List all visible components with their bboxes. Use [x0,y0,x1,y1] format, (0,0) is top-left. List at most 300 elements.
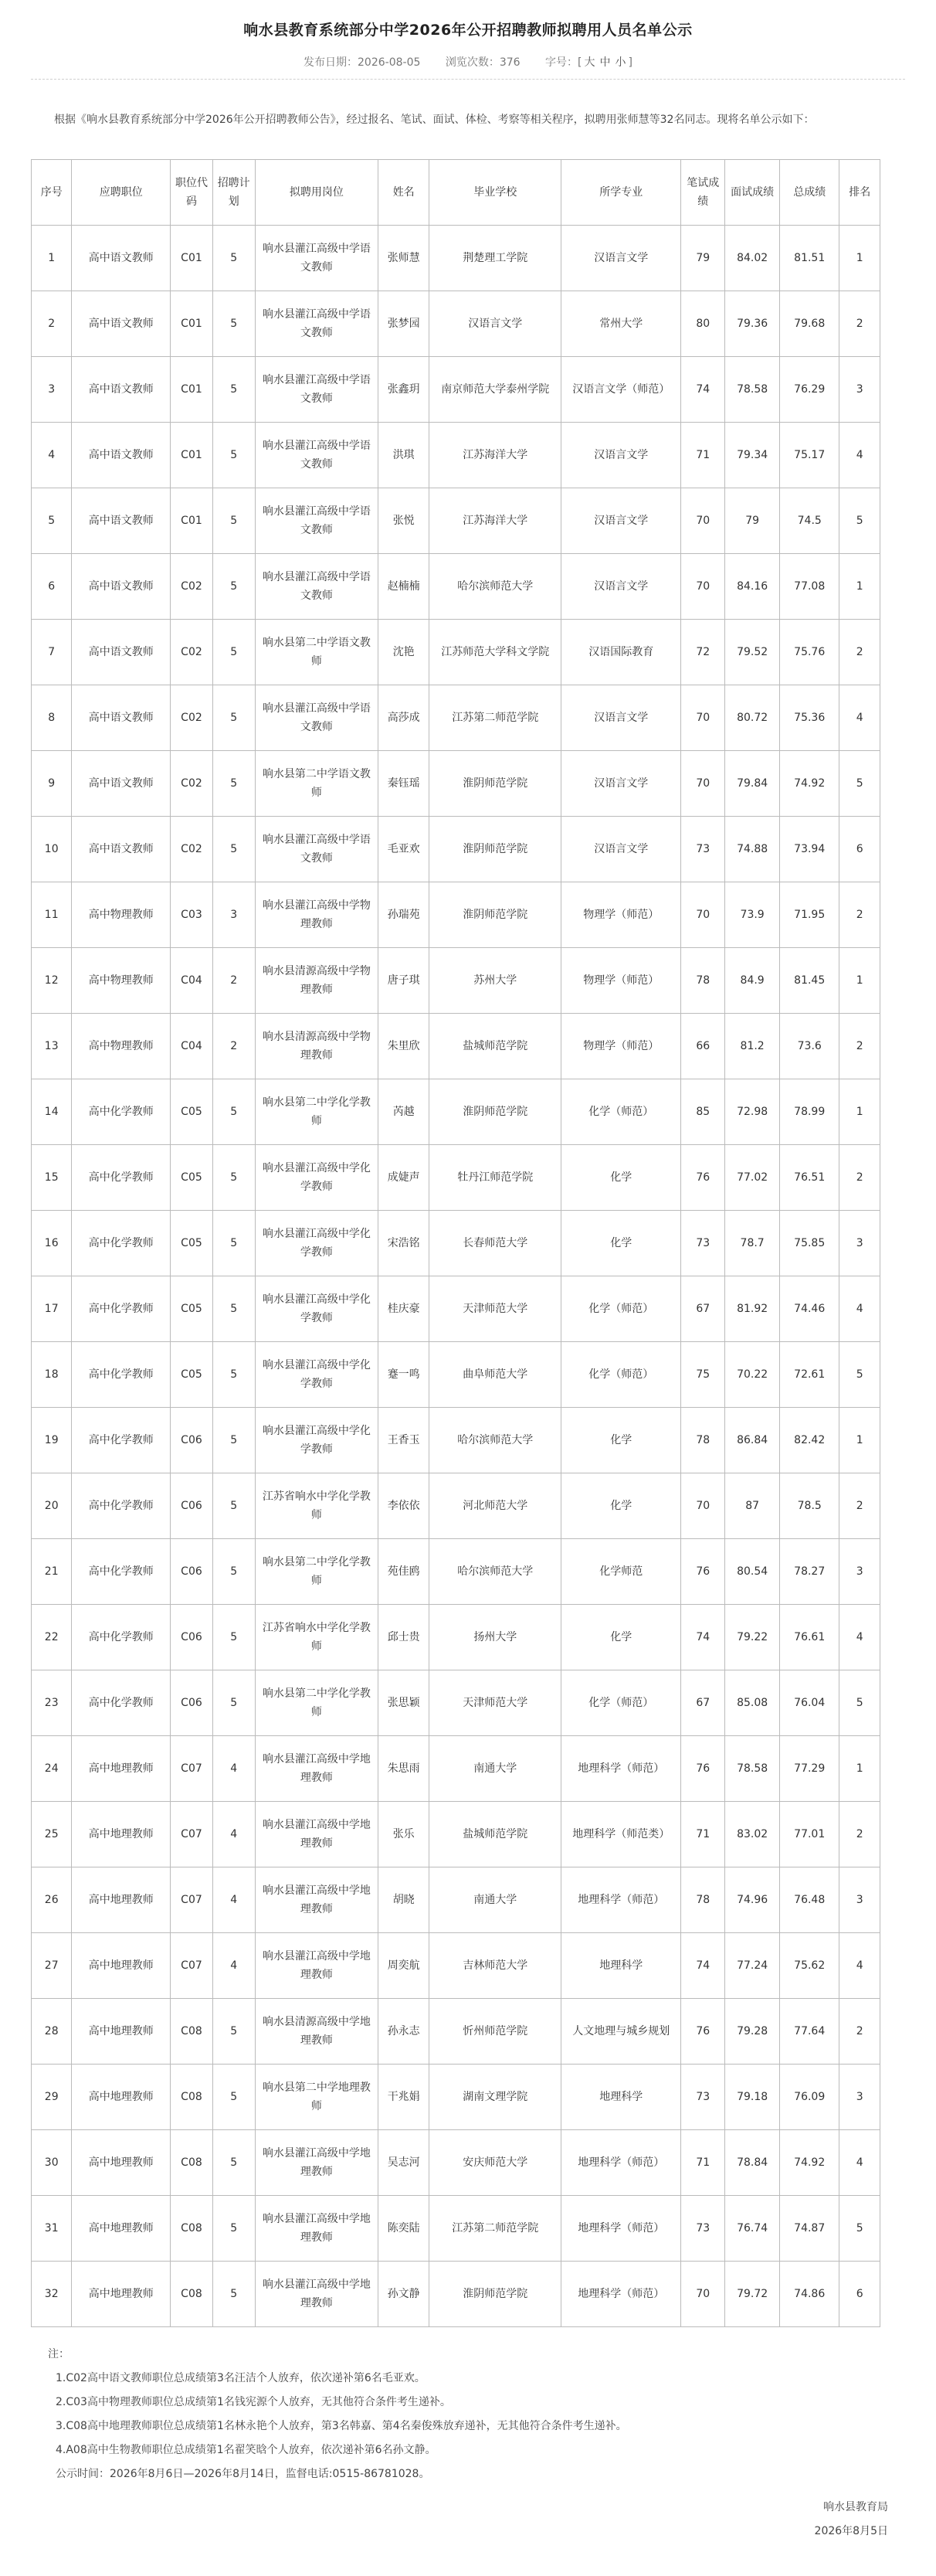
table-cell: 15 [32,1145,72,1211]
table-cell: 79.22 [725,1605,780,1670]
table-cell: 响水县第二中学语文教师 [255,751,378,817]
table-cell: 苑佳鸥 [378,1539,429,1605]
table-cell: 5 [212,291,255,357]
table-cell: 高中化学教师 [72,1670,171,1736]
table-cell: 响水县灌江高级中学地理教师 [255,1736,378,1802]
table-cell: 高中语文教师 [72,554,171,620]
table-cell: 4 [839,423,880,488]
table-cell: 75.36 [779,685,839,751]
table-cell: 75.62 [779,1933,839,1999]
table-cell: 高中化学教师 [72,1473,171,1539]
table-cell: 赵楠楠 [378,554,429,620]
table-cell: 张悦 [378,488,429,554]
table-cell: 扬州大学 [429,1605,561,1670]
table-cell: 1 [839,226,880,291]
candidate-table [31,159,880,2327]
table-cell: 77.02 [725,1145,780,1211]
table-cell: 13 [32,1014,72,1079]
table-cell: 84.02 [725,226,780,291]
notes-title: 注： [48,2348,70,2360]
table-cell: 5 [212,751,255,817]
column-header: 序号 [32,160,72,226]
table-cell: 响水县灌江高级中学地理教师 [255,2262,378,2327]
table-cell: 南京师范大学泰州学院 [429,357,561,423]
table-cell: 74.88 [725,817,780,882]
table-cell: 21 [32,1539,72,1605]
table-cell: 沈艳 [378,620,429,685]
table-cell: 71.95 [779,882,839,948]
table-cell: 高中地理教师 [72,1999,171,2065]
table-cell: 响水县灌江高级中学地理教师 [255,2196,378,2262]
table-cell: 响水县灌江高级中学语文教师 [255,226,378,291]
table-cell: 荆楚理工学院 [429,226,561,291]
table-cell: 汉语言文学 [561,817,681,882]
table-cell: 18 [32,1342,72,1408]
table-cell: 4 [212,1802,255,1867]
note-item: 2.C03高中物理教师职位总成绩第1名钱宪源个人放弃，无其他符合条件考生递补。 [56,2396,451,2408]
table-cell: 高中物理教师 [72,882,171,948]
table-cell: 常州大学 [561,291,681,357]
table-cell: 淮阴师范学院 [429,882,561,948]
table-cell: 79 [681,226,725,291]
table-cell: 5 [212,817,255,882]
table-cell: 汉语言文学 [429,291,561,357]
table-cell: 71 [681,2130,725,2196]
table-cell: 5 [212,685,255,751]
table-cell: 芮越 [378,1079,429,1145]
table-cell: 74.92 [779,2130,839,2196]
table-cell: 高中化学教师 [72,1145,171,1211]
table-cell: 80.54 [725,1539,780,1605]
table-cell: 桂庆豪 [378,1276,429,1342]
table-cell: C08 [171,2065,213,2130]
table-cell: 80 [681,291,725,357]
table-cell: 79.84 [725,751,780,817]
view-count: 浏览次数：376 [445,56,521,69]
table-cell: 12 [32,948,72,1014]
table-cell: 地理科学（师范类） [561,1802,681,1867]
table-cell: C03 [171,882,213,948]
table-cell: 5 [212,357,255,423]
table-cell: 5 [212,1999,255,2065]
table-cell: 响水县清源高级中学地理教师 [255,1999,378,2065]
table-cell: 77.08 [779,554,839,620]
table-cell: C08 [171,2130,213,2196]
table-cell: 79.72 [725,2262,780,2327]
table-cell: 3 [32,357,72,423]
table-cell: 5 [839,1670,880,1736]
table-cell: 5 [839,488,880,554]
table-cell: 物理学（师范） [561,1014,681,1079]
table-cell: 孙瑞苑 [378,882,429,948]
table-cell: 天津师范大学 [429,1276,561,1342]
table-cell: C06 [171,1539,213,1605]
table-cell: 高中地理教师 [72,2065,171,2130]
table-cell: 响水县灌江高级中学语文教师 [255,291,378,357]
table-cell: 哈尔滨师范大学 [429,554,561,620]
table-row [32,1539,880,1605]
table-cell: 成婕声 [378,1145,429,1211]
font-medium-link[interactable]: 中 [599,56,611,69]
table-cell: 吴志河 [378,2130,429,2196]
table-cell: 响水县第二中学语文教师 [255,620,378,685]
table-cell: 4 [839,1605,880,1670]
table-cell: 地理科学 [561,2065,681,2130]
table-cell: 84.9 [725,948,780,1014]
table-cell: 78.99 [779,1079,839,1145]
table-cell: 24 [32,1736,72,1802]
table-cell: 5 [32,488,72,554]
table-cell: 23 [32,1670,72,1736]
table-cell: 响水县清源高级中学物理教师 [255,1014,378,1079]
table-cell: 76.09 [779,2065,839,2130]
table-cell: 江苏省响水中学化学教师 [255,1473,378,1539]
table-cell: 地理科学（师范） [561,2196,681,2262]
table-cell: 高中语文教师 [72,488,171,554]
table-cell: C06 [171,1605,213,1670]
table-cell: 响水县灌江高级中学化学教师 [255,1276,378,1342]
table-cell: 响水县灌江高级中学语文教师 [255,423,378,488]
table-cell: 5 [212,226,255,291]
table-cell: 化学师范 [561,1539,681,1605]
table-cell: 77.01 [779,1802,839,1867]
table-cell: 83.02 [725,1802,780,1867]
table-cell: 84.16 [725,554,780,620]
table-cell: C02 [171,751,213,817]
table-cell: 地理科学（师范） [561,2130,681,2196]
table-cell: C05 [171,1342,213,1408]
font-large-link[interactable]: 大 [584,56,595,69]
table-cell: 75.76 [779,620,839,685]
table-cell: C05 [171,1211,213,1276]
table-row [32,357,880,423]
table-cell: 安庆师范大学 [429,2130,561,2196]
table-cell: 5 [839,2196,880,2262]
table-cell: C06 [171,1473,213,1539]
table-cell: 66 [681,1014,725,1079]
table-cell: C08 [171,1999,213,2065]
table-cell: 张思颖 [378,1670,429,1736]
table-cell: 74.96 [725,1867,780,1933]
table-cell: 5 [212,1342,255,1408]
table-cell: 5 [212,1473,255,1539]
table-cell: 化学（师范） [561,1670,681,1736]
table-cell: 高中化学教师 [72,1408,171,1473]
table-cell: 25 [32,1802,72,1867]
table-cell: C02 [171,817,213,882]
table-row [32,1014,880,1079]
table-cell: 周奕航 [378,1933,429,1999]
table-cell: 王香玉 [378,1408,429,1473]
table-cell: 5 [212,2065,255,2130]
note-item: 4.A08高中生物教师职位总成绩第1名翟笑晗个人放弃，依次递补第6名孙文静。 [56,2444,436,2456]
table-cell: 5 [212,2130,255,2196]
table-cell: 高莎成 [378,685,429,751]
table-cell: 邱士贵 [378,1605,429,1670]
table-cell: 70.22 [725,1342,780,1408]
table-cell: 响水县灌江高级中学地理教师 [255,1933,378,1999]
table-cell: 2 [839,1999,880,2065]
table-cell: 5 [212,1539,255,1605]
table-cell: 响水县灌江高级中学化学教师 [255,1145,378,1211]
table-cell: C01 [171,357,213,423]
table-cell: 78 [681,1867,725,1933]
table-cell: 78.5 [779,1473,839,1539]
table-cell: 洪琪 [378,423,429,488]
table-cell: 盐城师范学院 [429,1802,561,1867]
table-cell: 28 [32,1999,72,2065]
table-cell: 74 [681,1933,725,1999]
signer-date: 2026年8月5日 [814,2525,888,2537]
table-row [32,620,880,685]
table-cell: 忻州师范学院 [429,1999,561,2065]
column-header: 职位代码 [171,160,213,226]
table-cell: 76.29 [779,357,839,423]
table-cell: 73.6 [779,1014,839,1079]
table-cell: 汉语言文学（师范） [561,357,681,423]
font-size-switcher: 字号：[ 大 中 小 ] [545,56,632,69]
table-cell: 3 [839,1539,880,1605]
table-cell: 化学 [561,1473,681,1539]
table-cell: 73 [681,2196,725,2262]
table-cell: 79.18 [725,2065,780,2130]
table-cell: 化学 [561,1605,681,1670]
table-cell: 78 [681,1408,725,1473]
table-cell: 汉语言文学 [561,423,681,488]
table-cell: 汉语言文学 [561,751,681,817]
table-cell: 70 [681,882,725,948]
table-cell: 物理学（师范） [561,948,681,1014]
table-cell: 天津师范大学 [429,1670,561,1736]
table-cell: 81.51 [779,226,839,291]
table-cell: 河北师范大学 [429,1473,561,1539]
note-item: 1.C02高中语文教师职位总成绩第3名汪洁个人放弃，依次递补第6名毛亚欢。 [56,2372,426,2384]
table-cell: 75.85 [779,1211,839,1276]
table-row [32,1605,880,1670]
table-cell: 化学（师范） [561,1276,681,1342]
table-cell: 87 [725,1473,780,1539]
table-cell: 76.51 [779,1145,839,1211]
table-cell: 长春师范大学 [429,1211,561,1276]
table-cell: C01 [171,488,213,554]
table-cell: 76 [681,1999,725,2065]
table-cell: 26 [32,1867,72,1933]
table-cell: 81.45 [779,948,839,1014]
table-cell: 4 [839,1276,880,1342]
table-cell: 宋浩铭 [378,1211,429,1276]
table-cell: 高中地理教师 [72,1736,171,1802]
table-cell: 高中语文教师 [72,423,171,488]
table-cell: 76 [681,1539,725,1605]
table-cell: 响水县第二中学化学教师 [255,1539,378,1605]
table-header-row [32,160,880,226]
table-cell: 地理科学（师范） [561,1736,681,1802]
table-cell: 汉语国际教育 [561,620,681,685]
table-cell: 响水县灌江高级中学物理教师 [255,882,378,948]
table-cell: 汉语言文学 [561,488,681,554]
table-cell: 2 [212,948,255,1014]
table-cell: 3 [839,1211,880,1276]
table-cell: 5 [212,1145,255,1211]
intro-paragraph: 根据《响水县教育系统部分中学2026年公开招聘教师公告》，经过报名、笔试、面试、体检、考察等相关程序，拟聘用张师慧等32名同志。现将名单公示如下： [54,114,815,126]
table-cell: 1 [839,1736,880,1802]
table-cell: 78 [681,948,725,1014]
table-cell: 75 [681,1342,725,1408]
table-cell: 73 [681,2065,725,2130]
table-cell: 高中物理教师 [72,1014,171,1079]
table-cell: 苏州大学 [429,948,561,1014]
table-cell: 1 [32,226,72,291]
table-row [32,817,880,882]
table-cell: 响水县灌江高级中学语文教师 [255,554,378,620]
table-cell: 70 [681,2262,725,2327]
table-row [32,2065,880,2130]
table-row [32,1079,880,1145]
table-cell: 1 [839,948,880,1014]
table-cell: 1 [839,1079,880,1145]
table-cell: 14 [32,1079,72,1145]
table-cell: 6 [32,554,72,620]
table-cell: 74.87 [779,2196,839,2262]
table-cell: 74.86 [779,2262,839,2327]
table-cell: 盐城师范学院 [429,1014,561,1079]
table-row [32,423,880,488]
table-cell: 79.34 [725,423,780,488]
table-cell: 张梦园 [378,291,429,357]
table-cell: 胡晓 [378,1867,429,1933]
table-cell: 85.08 [725,1670,780,1736]
table-cell: 2 [839,620,880,685]
table-cell: C07 [171,1802,213,1867]
table-cell: 高中化学教师 [72,1342,171,1408]
table-cell: 74.5 [779,488,839,554]
table-cell: 干兆娟 [378,2065,429,2130]
table-cell: 8 [32,685,72,751]
table-cell: 响水县灌江高级中学化学教师 [255,1211,378,1276]
table-cell: 毛亚欢 [378,817,429,882]
table-cell: 曲阜师范大学 [429,1342,561,1408]
table-cell: 5 [839,751,880,817]
table-cell: 李依依 [378,1473,429,1539]
table-cell: 响水县灌江高级中学地理教师 [255,1867,378,1933]
table-cell: 3 [839,1867,880,1933]
table-cell: 74.46 [779,1276,839,1342]
table-cell: 2 [839,1014,880,1079]
table-cell: 9 [32,751,72,817]
table-cell: 27 [32,1933,72,1999]
table-cell: 73.9 [725,882,780,948]
table-cell: 哈尔滨师范大学 [429,1408,561,1473]
table-cell: 79.28 [725,1999,780,2065]
column-header: 应聘职位 [72,160,171,226]
table-cell: 78.7 [725,1211,780,1276]
table-cell: 5 [212,1670,255,1736]
font-small-link[interactable]: 小 [615,56,626,69]
table-cell: 2 [32,291,72,357]
table-cell: C06 [171,1408,213,1473]
note-item: 3.C08高中地理教师职位总成绩第1名林永艳个人放弃，第3名韩嘉、第4名秦俊殊放弃递补，无其他符合条件考生递补。 [56,2420,627,2432]
table-cell: 5 [212,2196,255,2262]
table-cell: 72.61 [779,1342,839,1408]
table-cell: 江苏第二师范学院 [429,685,561,751]
table-cell: 高中地理教师 [72,2130,171,2196]
table-cell: 响水县灌江高级中学语文教师 [255,357,378,423]
table-cell: 高中地理教师 [72,1802,171,1867]
table-cell: 2 [839,882,880,948]
table-cell: 75.17 [779,423,839,488]
table-cell: 71 [681,423,725,488]
table-cell: 20 [32,1473,72,1539]
table-cell: C05 [171,1145,213,1211]
table-cell: 78.58 [725,357,780,423]
table-cell: 化学（师范） [561,1079,681,1145]
table-cell: 化学（师范） [561,1342,681,1408]
column-header: 拟聘用岗位 [255,160,378,226]
table-cell: 76 [681,1145,725,1211]
table-cell: C04 [171,948,213,1014]
table-cell: 81.2 [725,1014,780,1079]
table-cell: 79.36 [725,291,780,357]
table-cell: 4 [839,2130,880,2196]
table-cell: 5 [212,423,255,488]
table-cell: 淮阴师范学院 [429,2262,561,2327]
table-row [32,1802,880,1867]
table-cell: 3 [839,2065,880,2130]
table-cell: 6 [839,817,880,882]
table-cell: 唐子琪 [378,948,429,1014]
table-cell: 74.92 [779,751,839,817]
table-cell: 2 [839,1145,880,1211]
table-cell: 高中语文教师 [72,685,171,751]
table-cell: 高中语文教师 [72,817,171,882]
table-cell: 17 [32,1276,72,1342]
table-cell: C08 [171,2262,213,2327]
publicity-period: 公示时间：2026年8月6日—2026年8月14日，监督电话:0515-86781028。 [56,2468,430,2480]
table-cell: 5 [212,620,255,685]
table-cell: 4 [212,1933,255,1999]
table-cell: 86.84 [725,1408,780,1473]
table-cell: 高中地理教师 [72,2196,171,2262]
table-cell: 地理科学（师范） [561,1867,681,1933]
table-row [32,1473,880,1539]
table-cell: 29 [32,2065,72,2130]
table-cell: 高中化学教师 [72,1276,171,1342]
table-row [32,1145,880,1211]
table-cell: 高中物理教师 [72,948,171,1014]
table-cell: 70 [681,554,725,620]
table-cell: C02 [171,685,213,751]
table-cell: 72 [681,620,725,685]
table-cell: 76 [681,1736,725,1802]
table-cell: 哈尔滨师范大学 [429,1539,561,1605]
table-cell: 3 [839,357,880,423]
table-cell: 31 [32,2196,72,2262]
table-cell: 高中地理教师 [72,1867,171,1933]
publish-date: 发布日期：2026-08-05 [304,56,421,69]
table-cell: C04 [171,1014,213,1079]
column-header: 笔试成绩 [681,160,725,226]
table-cell: 高中语文教师 [72,357,171,423]
table-cell: 85 [681,1079,725,1145]
table-cell: 响水县灌江高级中学语文教师 [255,488,378,554]
table-cell: 73 [681,1211,725,1276]
notes-section [48,2343,897,2486]
table-cell: 76.48 [779,1867,839,1933]
table-cell: 响水县第二中学化学教师 [255,1670,378,1736]
table-row [32,1933,880,1999]
table-cell: 76.04 [779,1670,839,1736]
table-cell: 5 [212,1605,255,1670]
